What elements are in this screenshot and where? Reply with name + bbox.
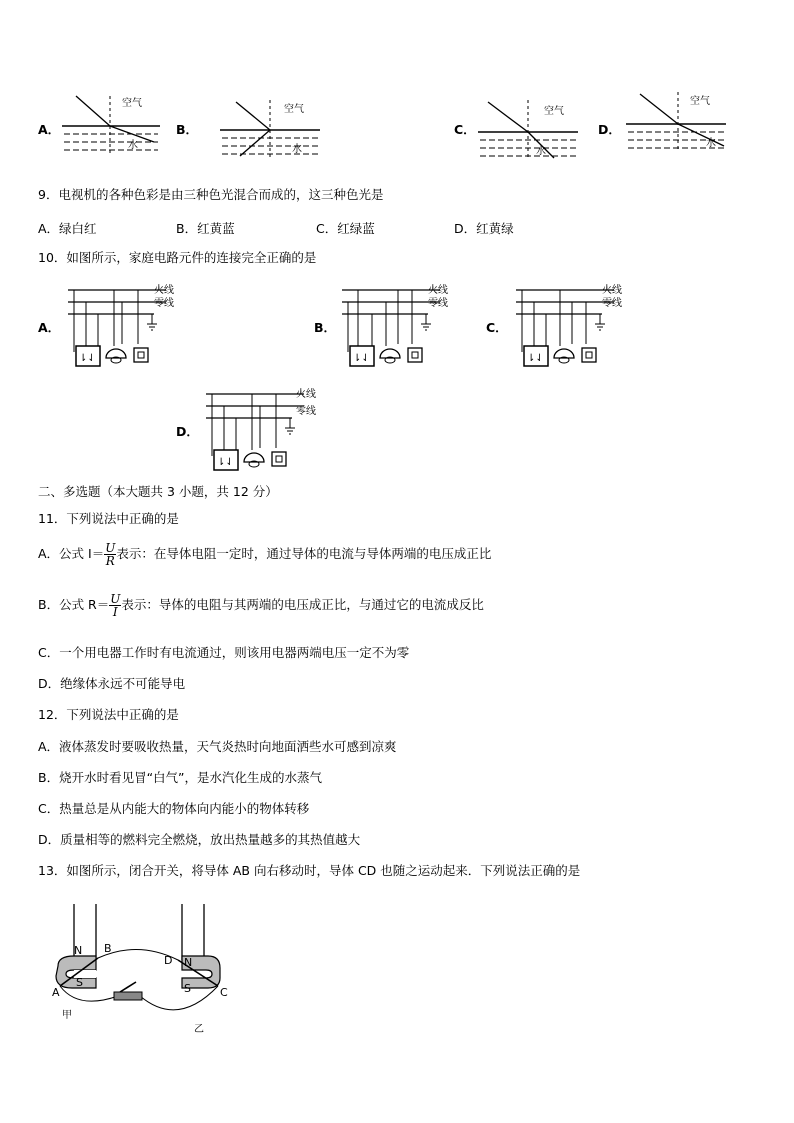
q10-c-fire-label: 火线 [602, 285, 622, 296]
q11-stem: 11．下列说法中正确的是 [38, 511, 179, 526]
q12-option-a[interactable]: A．液体蒸发时要吸收热量，天气炎热时向地面洒些水可感到凉爽 [38, 739, 397, 754]
q11-b-numerator: U [110, 591, 121, 606]
q8-option-b-diagram [220, 98, 326, 160]
q9-option-c[interactable]: C．红绿蓝 [316, 221, 375, 236]
q11-option-b[interactable] [38, 587, 484, 623]
q8-a-water-label: 水 [128, 140, 138, 151]
q10-b-zero-label: 零线 [428, 298, 448, 309]
svg-text:⇂⇃: ⇂⇃ [353, 353, 370, 364]
q8-option-c-label[interactable]: C． [454, 122, 476, 137]
q11-a-fraction [104, 542, 116, 567]
q13-motor-generator-diagram [48, 900, 238, 1036]
svg-text:⇂⇃: ⇂⇃ [217, 457, 234, 468]
q8-option-b-label[interactable]: B． [176, 122, 199, 137]
q13-label-s-right: S [184, 982, 191, 995]
q13-label-b: B [104, 942, 112, 955]
q8-d-water-label: 水 [706, 138, 716, 149]
q13-label-n-left: N [74, 944, 83, 957]
q10-a-zero-label: 零线 [154, 298, 174, 309]
q13-label-d: D [164, 954, 173, 967]
q10-option-a-circuit [62, 282, 192, 374]
q9-option-b[interactable]: B．红黄蓝 [176, 221, 235, 236]
q8-c-water-label: 水 [536, 146, 546, 157]
q10-option-b-circuit [336, 282, 466, 374]
q10-option-d-circuit [200, 386, 330, 478]
q11-b-fraction [109, 593, 121, 618]
q8-option-a-label[interactable]: A． [38, 122, 61, 137]
q11-b-denominator: I [112, 604, 118, 619]
q10-a-fire-label: 火线 [154, 285, 174, 296]
q12-option-d[interactable]: D．质量相等的燃料完全燃烧，放出热量越多的其热值越大 [38, 832, 361, 847]
q13-label-yi: 乙 [194, 1024, 204, 1035]
section-2-title: 二、多选题（本大题共 3 小题，共 12 分） [38, 484, 278, 499]
svg-text:⇂⇃: ⇂⇃ [527, 353, 544, 364]
q13-label-jia: 甲 [62, 1010, 72, 1021]
q11-option-c[interactable]: C．一个用电器工作时有电流通过，则该用电器两端电压一定不为零 [38, 645, 410, 660]
q11-b-prefix: B．公式 R＝ [38, 597, 110, 612]
q13-label-n-right: N [184, 956, 193, 969]
q8-option-d-label[interactable]: D． [598, 122, 621, 137]
q10-option-d-label[interactable]: D． [176, 424, 199, 439]
q10-d-fire-label: 火线 [296, 389, 316, 400]
q10-option-c-label[interactable]: C． [486, 320, 508, 335]
q13-label-a: A [52, 986, 60, 999]
q8-a-air-label: 空气 [122, 98, 142, 109]
q10-option-c-circuit [510, 282, 640, 374]
q13-stem: 13．如图所示，闭合开关，将导体 AB 向右移动时，导体 CD 也随之运动起来．下列说法正确的是 [38, 863, 581, 878]
q8-b-water-label: 水 [292, 144, 302, 155]
q10-option-b-label[interactable]: B． [314, 320, 337, 335]
q8-option-d-diagram [626, 90, 732, 156]
q13-label-s-left: S [76, 976, 83, 989]
q12-option-c[interactable]: C．热量总是从内能大的物体向内能小的物体转移 [38, 801, 310, 816]
q11-a-suffix: 表示：在导体电阻一定时，通过导体的电流与导体两端的电压成正比 [116, 546, 492, 561]
q11-a-prefix: A．公式 I＝ [38, 546, 105, 561]
q8-b-air-label: 空气 [284, 104, 304, 115]
q9-option-a[interactable]: A．绿白红 [38, 221, 97, 236]
q13-label-c: C [220, 986, 228, 999]
q11-option-d[interactable]: D．绝缘体永远不可能导电 [38, 676, 186, 691]
q9-stem: 9．电视机的各种色彩是由三种色光混合而成的，这三种色光是 [38, 187, 384, 202]
svg-text:⇂⇃: ⇂⇃ [79, 353, 96, 364]
q11-option-a[interactable] [38, 536, 491, 572]
q10-b-fire-label: 火线 [428, 285, 448, 296]
q10-c-zero-label: 零线 [602, 298, 622, 309]
q9-option-d[interactable]: D．红黄绿 [454, 221, 514, 236]
q8-option-a-diagram [62, 92, 168, 158]
q8-c-air-label: 空气 [544, 106, 564, 117]
q12-option-b[interactable]: B．烧开水时看见冒“白气”，是水汽化生成的水蒸气 [38, 770, 323, 785]
q11-a-numerator: U [105, 540, 116, 555]
q12-stem: 12．下列说法中正确的是 [38, 707, 179, 722]
q11-b-suffix: 表示：导体的电阻与其两端的电压成正比，与通过它的电流成反比 [121, 597, 484, 612]
q10-d-zero-label: 零线 [296, 406, 316, 417]
q11-a-denominator: R [105, 553, 115, 568]
q10-stem: 10．如图所示，家庭电路元件的连接完全正确的是 [38, 250, 317, 265]
q8-option-c-diagram [478, 98, 584, 162]
q8-d-air-label: 空气 [690, 96, 710, 107]
q10-option-a-label[interactable]: A． [38, 320, 61, 335]
